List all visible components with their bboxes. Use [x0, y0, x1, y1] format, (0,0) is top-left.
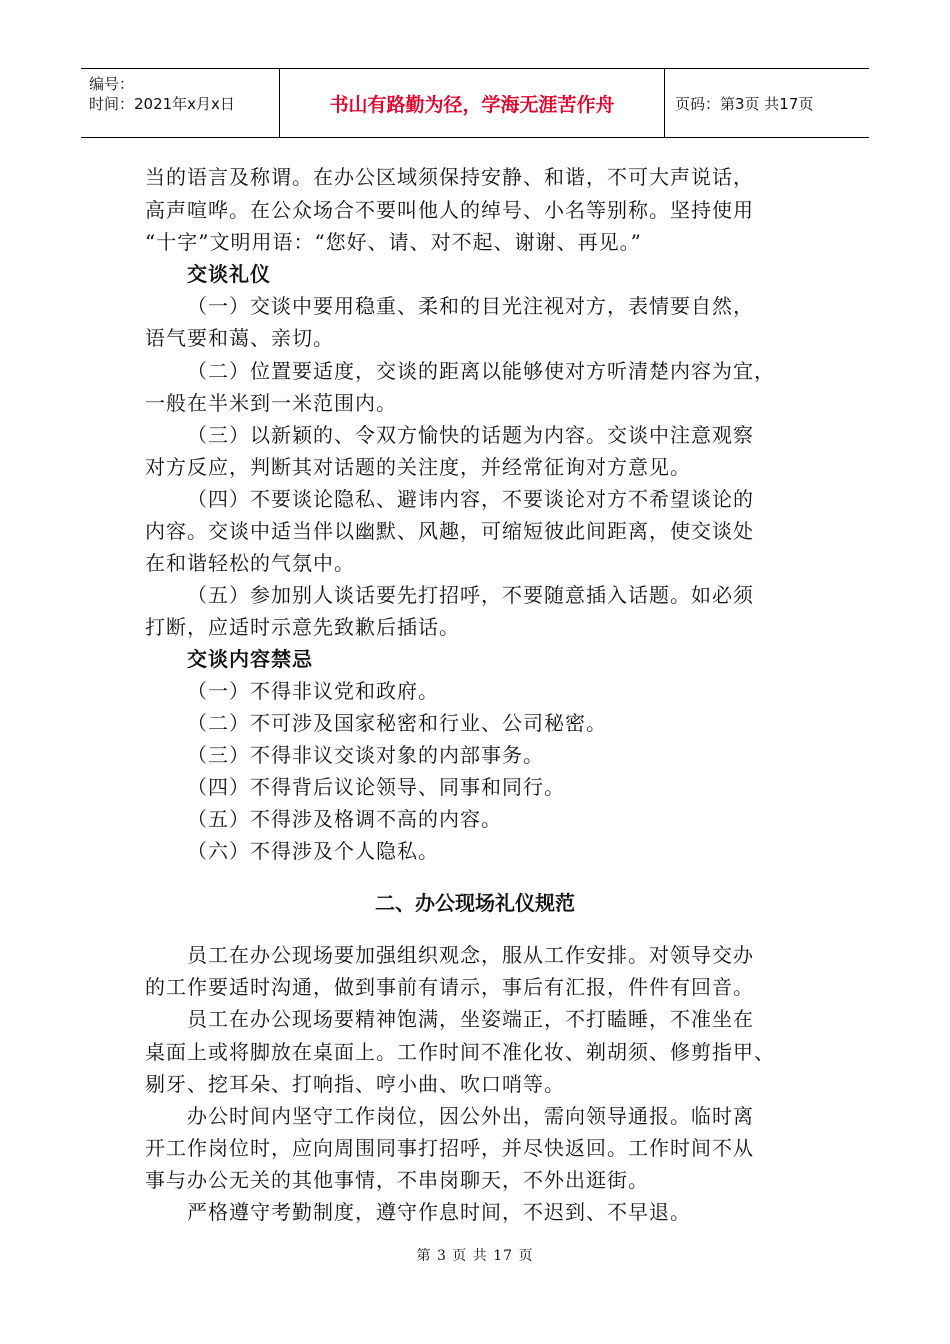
list-item: （四）不得背后议论领导、同事和同行。	[187, 775, 565, 799]
section-heading: 交谈内容禁忌	[187, 647, 313, 671]
paragraph-line: 内容。交谈中适当伴以幽默、风趣，可缩短彼此间距离，使交谈处	[145, 519, 754, 543]
paragraph-line: （二）位置要适度，交谈的距离以能够使对方听清楚内容为宜，	[187, 359, 775, 383]
list-item: （五）不得涉及格调不高的内容。	[187, 807, 502, 831]
paragraph-line: （三）以新颖的、令双方愉快的话题为内容。交谈中注意观察	[187, 423, 754, 447]
paragraph-line: 高声喧哗。在公众场合不要叫他人的绰号、小名等别称。坚持使用	[145, 198, 754, 222]
paragraph-line: “十字”文明用语：“您好、请、对不起、谢谢、再见。”	[145, 230, 642, 254]
page-header	[81, 68, 869, 138]
paragraph-line: 办公时间内坚守工作岗位，因公外出，需向领导通报。临时离	[187, 1104, 754, 1128]
paragraph-line: 的工作要适时沟通，做到事前有请示，事后有汇报，件件有回音。	[145, 975, 754, 999]
paragraph-line: 打断，应适时示意先致歉后插话。	[145, 615, 460, 639]
paragraph-line: 对方反应，判断其对话题的关注度，并经常征询对方意见。	[145, 455, 691, 479]
date-label: 时间：2021年x月x日	[89, 95, 235, 113]
motto: 书山有路勤为径，学海无涯苦作舟	[329, 93, 615, 116]
list-item: （六）不得涉及个人隐私。	[187, 839, 439, 863]
paragraph-line: 开工作岗位时，应向周围同事打招呼，并尽快返回。工作时间不从	[145, 1136, 754, 1160]
serial-label: 编号：	[89, 75, 135, 93]
list-item: （一）不得非议党和政府。	[187, 679, 439, 703]
section-heading: 交谈礼仪	[187, 262, 271, 286]
paragraph-line: 一般在半米到一米范围内。	[145, 391, 397, 415]
paragraph-line: （四）不要谈论隐私、避讳内容，不要谈论对方不希望谈论的	[187, 487, 754, 511]
paragraph-line: （一）交谈中要用稳重、柔和的目光注视对方，表情要自然，	[187, 294, 754, 318]
header-meta	[81, 69, 280, 137]
header-motto-cell	[280, 69, 665, 137]
paragraph-line: 员工在办公现场要精神饱满，坐姿端正，不打瞌睡，不准坐在	[187, 1007, 754, 1031]
paragraph-line: 语气要和蔼、亲切。	[145, 326, 334, 350]
page-info: 页码：第3页 共17页	[675, 94, 814, 113]
paragraph-line: 在和谐轻松的气氛中。	[145, 551, 355, 575]
paragraph-line: 桌面上或将脚放在桌面上。工作时间不准化妆、剃胡须、修剪指甲、	[145, 1040, 775, 1064]
list-item: （二）不可涉及国家秘密和行业、公司秘密。	[187, 711, 607, 735]
chapter-heading: 二、办公现场礼仪规范	[375, 891, 575, 915]
paragraph-line: 严格遵守考勤制度，遵守作息时间，不迟到、不早退。	[187, 1200, 691, 1224]
list-item: （三）不得非议交谈对象的内部事务。	[187, 743, 544, 767]
paragraph-line: 员工在办公现场要加强组织观念，服从工作安排。对领导交办	[187, 943, 754, 967]
paragraph-line: 剔牙、挖耳朵、打响指、哼小曲、吹口哨等。	[145, 1072, 565, 1096]
paragraph-line: 当的语言及称谓。在办公区域须保持安静、和谐，不可大声说话，	[145, 165, 754, 189]
paragraph-line: （五）参加别人谈话要先打招呼，不要随意插入话题。如必须	[187, 583, 754, 607]
page-footer: 第 3 页 共 17 页	[416, 1248, 534, 1264]
paragraph-line: 事与办公无关的其他事情，不串岗聊天，不外出逛街。	[145, 1168, 649, 1192]
